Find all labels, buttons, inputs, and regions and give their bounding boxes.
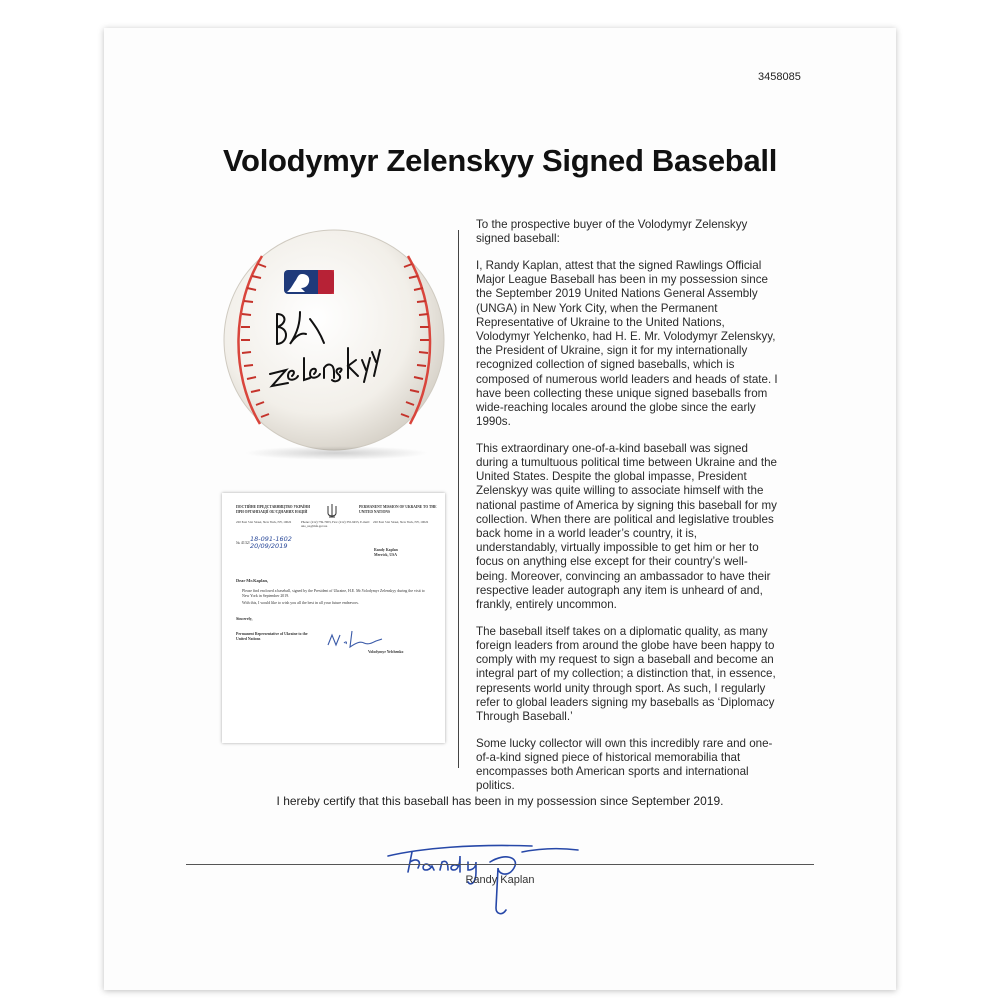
document-id-number: 3458085 bbox=[758, 71, 801, 83]
letter-paragraph-2: With this, I would like to wish you all the best in all your future endeavors. bbox=[242, 600, 359, 605]
letter-header-english: PERMANENT MISSION OF UKRAINE TO THE UNITED NATIONS bbox=[359, 505, 437, 514]
attestation-paragraph-3: This extraordinary one-of-a-kind baseball was signed during a tumultuous political time between Ukraine and the United States. Despite the global impasse, President Zelenskyy was quite willing to associate himself with the national pastime of America by signing this baseball for my collection. When there are political and legislative troubles back home in a world leader’s country, it is, understandably, virtually impossible to get him or her to focus on anything else except for their country’s well-being. Moreover, convincing an ambassador to have their respective leader autograph any item is unheard of and, frankly, entirely uncommon. bbox=[476, 441, 777, 612]
ball-shadow bbox=[244, 446, 429, 460]
baseball-illustration bbox=[222, 224, 447, 464]
letter-closing: Sincerely, bbox=[236, 616, 253, 621]
letter-recipient bbox=[374, 548, 398, 558]
ambassador-signature bbox=[322, 627, 392, 651]
letter-ref-number: 18-091-1602 bbox=[250, 535, 292, 543]
randy-kaplan-signature bbox=[382, 822, 592, 918]
letter-sender-title: Permanent Representative of Ukraine to the United Nations bbox=[236, 632, 308, 641]
letter-body bbox=[242, 589, 430, 605]
letter-greeting: Dear Mr.Kaplan, bbox=[236, 578, 269, 583]
certification-statement: I hereby certify that this baseball has been in my possession since September 2019. bbox=[276, 794, 724, 808]
letter-contact-info: Phone: (212) 759-7003, Fax: (212) 355-9455, E-mail: uno_us@mfa.gov.ua bbox=[301, 520, 370, 528]
letter-paragraph-1: Please find enclosed a baseball, signed by the President of Ukraine, H.E. Mr.Volodymyr Zelenskyy during the visit to New York in September 2019. bbox=[242, 589, 425, 598]
attestation-paragraph-1: To the prospective buyer of the Volodymyr Zelenskyy signed baseball: bbox=[476, 218, 748, 246]
letter-sender-name: Volodymyr Yelchenko bbox=[368, 650, 404, 654]
signed-baseball-photo bbox=[222, 224, 447, 464]
letter-address-left: 220 East 51st Street, New York, NY, 10022 bbox=[236, 520, 292, 524]
mlb-logo-icon bbox=[284, 270, 334, 294]
letter-address-right: 220 East 51st Street, New York, NY, 10022 bbox=[373, 520, 429, 524]
attestation-paragraph-4: The baseball itself takes on a diplomatic quality, as many foreign leaders from around the globe have been happy to comply with my request to sign a baseball and become an integral part of my collection; a distinction that, in essence, represents world unity through sport. As such, I regularly refer to global leaders signing my baseballs as ‘Diplomacy Through Baseball.’ bbox=[476, 624, 776, 723]
page-title: Volodymyr Zelenskyy Signed Baseball bbox=[222, 143, 778, 178]
letter-recipient-city: Merrick, USA bbox=[374, 552, 397, 557]
ambassador-letter-thumbnail bbox=[222, 493, 445, 743]
attestation-paragraph-2: I, Randy Kaplan, attest that the signed Rawlings Official Major League Baseball has been in my possession since the September 2019 United Nations General Assembly (UNGA) in New York City, when the Permanent Representative of Ukraine to the United Nations, Volodymyr Yelchenko, had H. E. Mr. Volodymyr Zelenskyy, the President of Ukraine, sign it for my internationally recognized collection of signed baseballs, which is composed of numerous world leaders and heads of state. I have been collecting these unique signed baseballs from wide-reaching locales around the globe since the early 1990s. bbox=[476, 258, 778, 429]
letter-date: 20/09/2019 bbox=[250, 542, 288, 550]
ukraine-trident-icon bbox=[326, 503, 338, 519]
attestation-text bbox=[476, 218, 778, 806]
letter-header-ukrainian: ПОСТІЙНЕ ПРЕДСТАВНИЦТВО УКРАЇНИ ПРИ ОРГАНІЗАЦІЇ ОБ'ЄДНАНИХ НАЦІЙ bbox=[236, 505, 311, 514]
letter-ref-prefix: № 4132/ bbox=[236, 540, 250, 545]
letter-handwritten-ref bbox=[250, 536, 292, 550]
column-divider bbox=[458, 230, 459, 768]
letter-recipient-name: Randy Kaplan bbox=[374, 548, 398, 552]
signature-line bbox=[186, 864, 814, 865]
attestation-paragraph-5: Some lucky collector will own this incredibly rare and one-of-a-kind signed piece of historical memorabilia that encompasses both American sports and international politics. bbox=[476, 736, 773, 793]
signer-name: Randy Kaplan bbox=[465, 874, 535, 886]
